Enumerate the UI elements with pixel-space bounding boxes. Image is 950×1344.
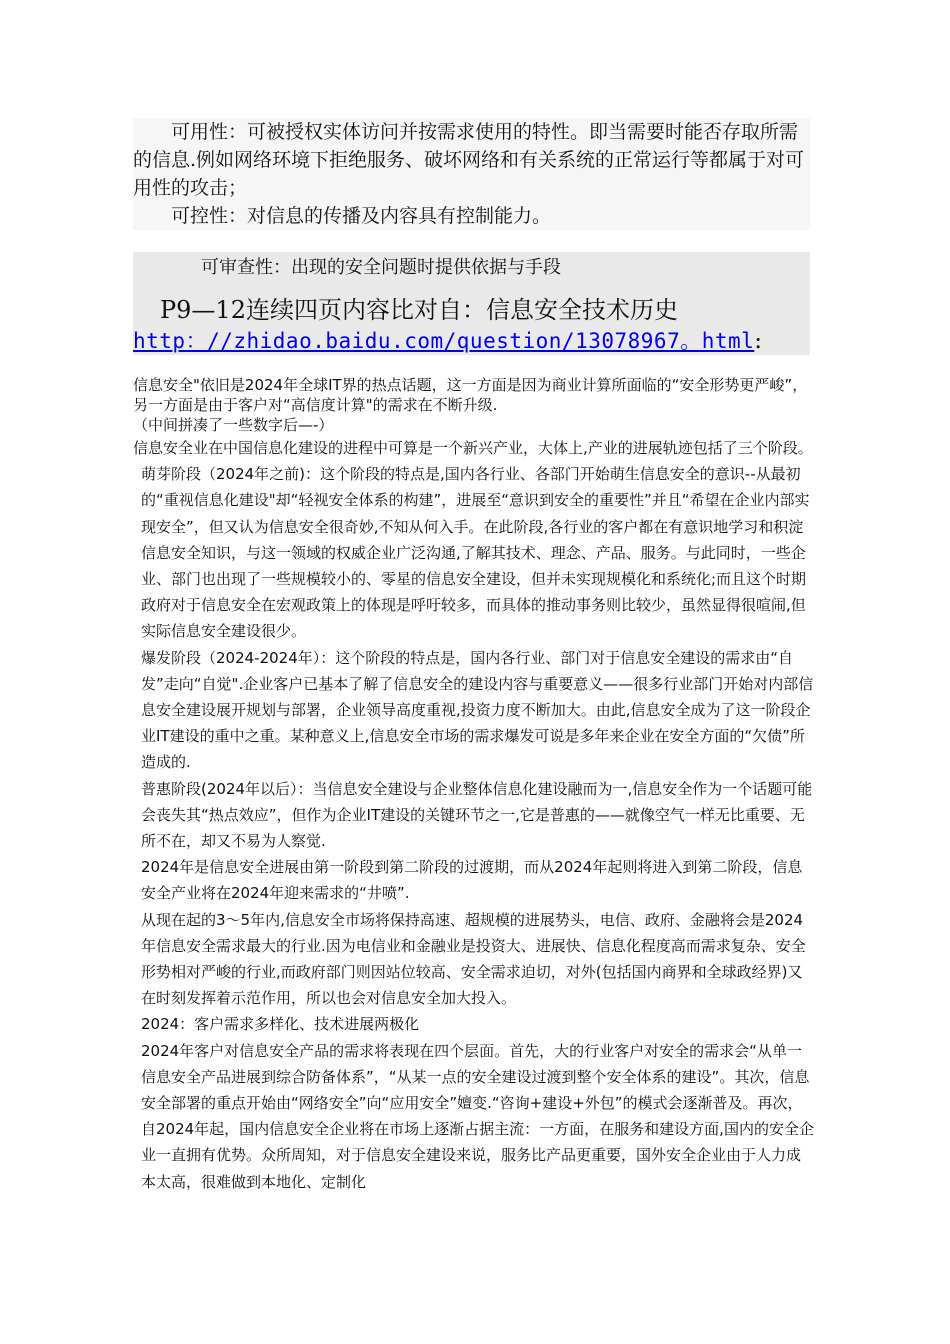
source-link-line: [133, 326, 762, 356]
note-paragraph: （中间拼凑了一些数字后—-）: [133, 416, 334, 434]
section-subheading: 2024：客户需求多样化、技术进展两极化: [141, 1015, 420, 1034]
shaded-text-block: [133, 118, 810, 230]
market-outlook-paragraph: 从现在起的3～5年内,信息安全市场将保持高速、超规模的进展势头，电信、政府、金融将会是2024年信息安全需求最大的行业.因为电信业和金融业是投资大、进展快、信息化程度高而需求复杂、安全形势相对严峻的行业,而政府部门则因站位较高、安全需求迫切，对外(包括国内商界和全球政经界)又在时刻发挥着示范作用，所以也会对信息安全加大投入。: [141, 910, 806, 1008]
controllability-paragraph: 可控性：对信息的传播及内容具有控制能力。: [171, 205, 552, 227]
link-suffix: :: [754, 328, 763, 354]
stage-burst-paragraph: 爆发阶段（2024-2024年）：这个阶段的特点是，国内各行业、部门对于信息安全建设的需求由“自发”走向“自觉".企业客户已基本了解了信息安全的建设内容与重要意义——很多行业部门开始对内部信息安全建设展开规划与部署，企业领导高度重视,投资力度不断加大。由此,信息安全成为了这一阶段企业IT建设的重中之重。某种意义上,信息安全市场的需求爆发可说是多年来企业在安全方面的“欠债”所造成的.: [141, 648, 814, 772]
overview-paragraph: 信息安全业在中国信息化建设的进程中可算是一个新兴产业，大体上,产业的进展轨迹包括了三个阶段。: [133, 439, 813, 457]
shaded-heading-block: [133, 252, 810, 355]
availability-paragraph: 可用性：可被授权实体访问并按需求使用的特性。即当需要时能否存取所需的信息.例如网络环境下拒绝服务、破坏网络和有关系统的正常运行等都属于对可用性的攻击；: [133, 121, 805, 199]
auditability-line: 可审查性：出现的安全问题时提供依据与手段: [201, 257, 561, 278]
source-link[interactable]: http：//zhidao.baidu.com/question/13078967。html: [133, 329, 755, 353]
stage-sprout-paragraph: 萌芽阶段（2024年之前)：这个阶段的特点是,国内各行业、各部门开始萌生信息安全的意识--从最初的“重视信息化建设"却“轻视安全体系的构建”，进展至“意识到安全的重要性”并且“希望在企业内部实现安全”，但又认为信息安全很奇妙,不知从何入手。在此阶段,各行业的客户都在有意识地学习和积淀信息安全知识，与这一领域的权威企业广泛沟通,了解其技术、理念、产品、服务。与此同时，一些企业、部门也出现了一些规模较小的、零星的信息安全建设，但并未实现规模化和系统化;而且这个时期政府对于信息安全在宏观政策上的体现是呼吁较多，而具体的推动事务则比较少，虽然显得很喧闹,但实际信息安全建设很少。: [141, 465, 810, 641]
source-heading: P9—12连续四页内容比对自：信息安全技术历史: [160, 296, 678, 324]
transition-paragraph: 2024年是信息安全进展由第一阶段到第二阶段的过渡期，而从2024年起则将进入到第二阶段，信息安全产业将在2024年迎来需求的“井喷”.: [141, 858, 803, 903]
article-body: [133, 375, 815, 1195]
intro-paragraph: 信息安全"依旧是2024年全球IT界的热点话题，这一方面是因为商业计算所面临的“安全形势更严峻”，另一方面是由于客户对“高信度计算"的需求在不断升级.: [133, 376, 808, 414]
customer-demand-paragraph: 2024年客户对信息安全产品的需求将表现在四个层面。首先，大的行业客户对安全的需求会“从单一信息安全产品进展到综合防备体系”，“从某一点的安全建设过渡到整个安全体系的建设”。其次，信息安全部署的重点开始由“网络安全”向“应用安全”嬗变.“咨询+建设+外包”的模式会逐渐普及。再次，自2024年起，国内信息安全企业将在市场上逐渐占据主流：一方面，在服务和建设方面,国内的安全企业一直拥有优势。众所周知，对于信息安全建设来说，服务比产品更重要，国外安全企业由于人力成本太高，很难做到本地化、定制化: [141, 1041, 814, 1191]
stage-universal-paragraph: 普惠阶段(2024年以后）：当信息安全建设与企业整体信息化建设融而为一,信息安全作为一个话题可能会丧失其“热点效应”，但作为企业IT建设的关键环节之一,它是普惠的——就像空气一样无比重要、无所不在，却又不易为人察觉.: [141, 779, 813, 851]
